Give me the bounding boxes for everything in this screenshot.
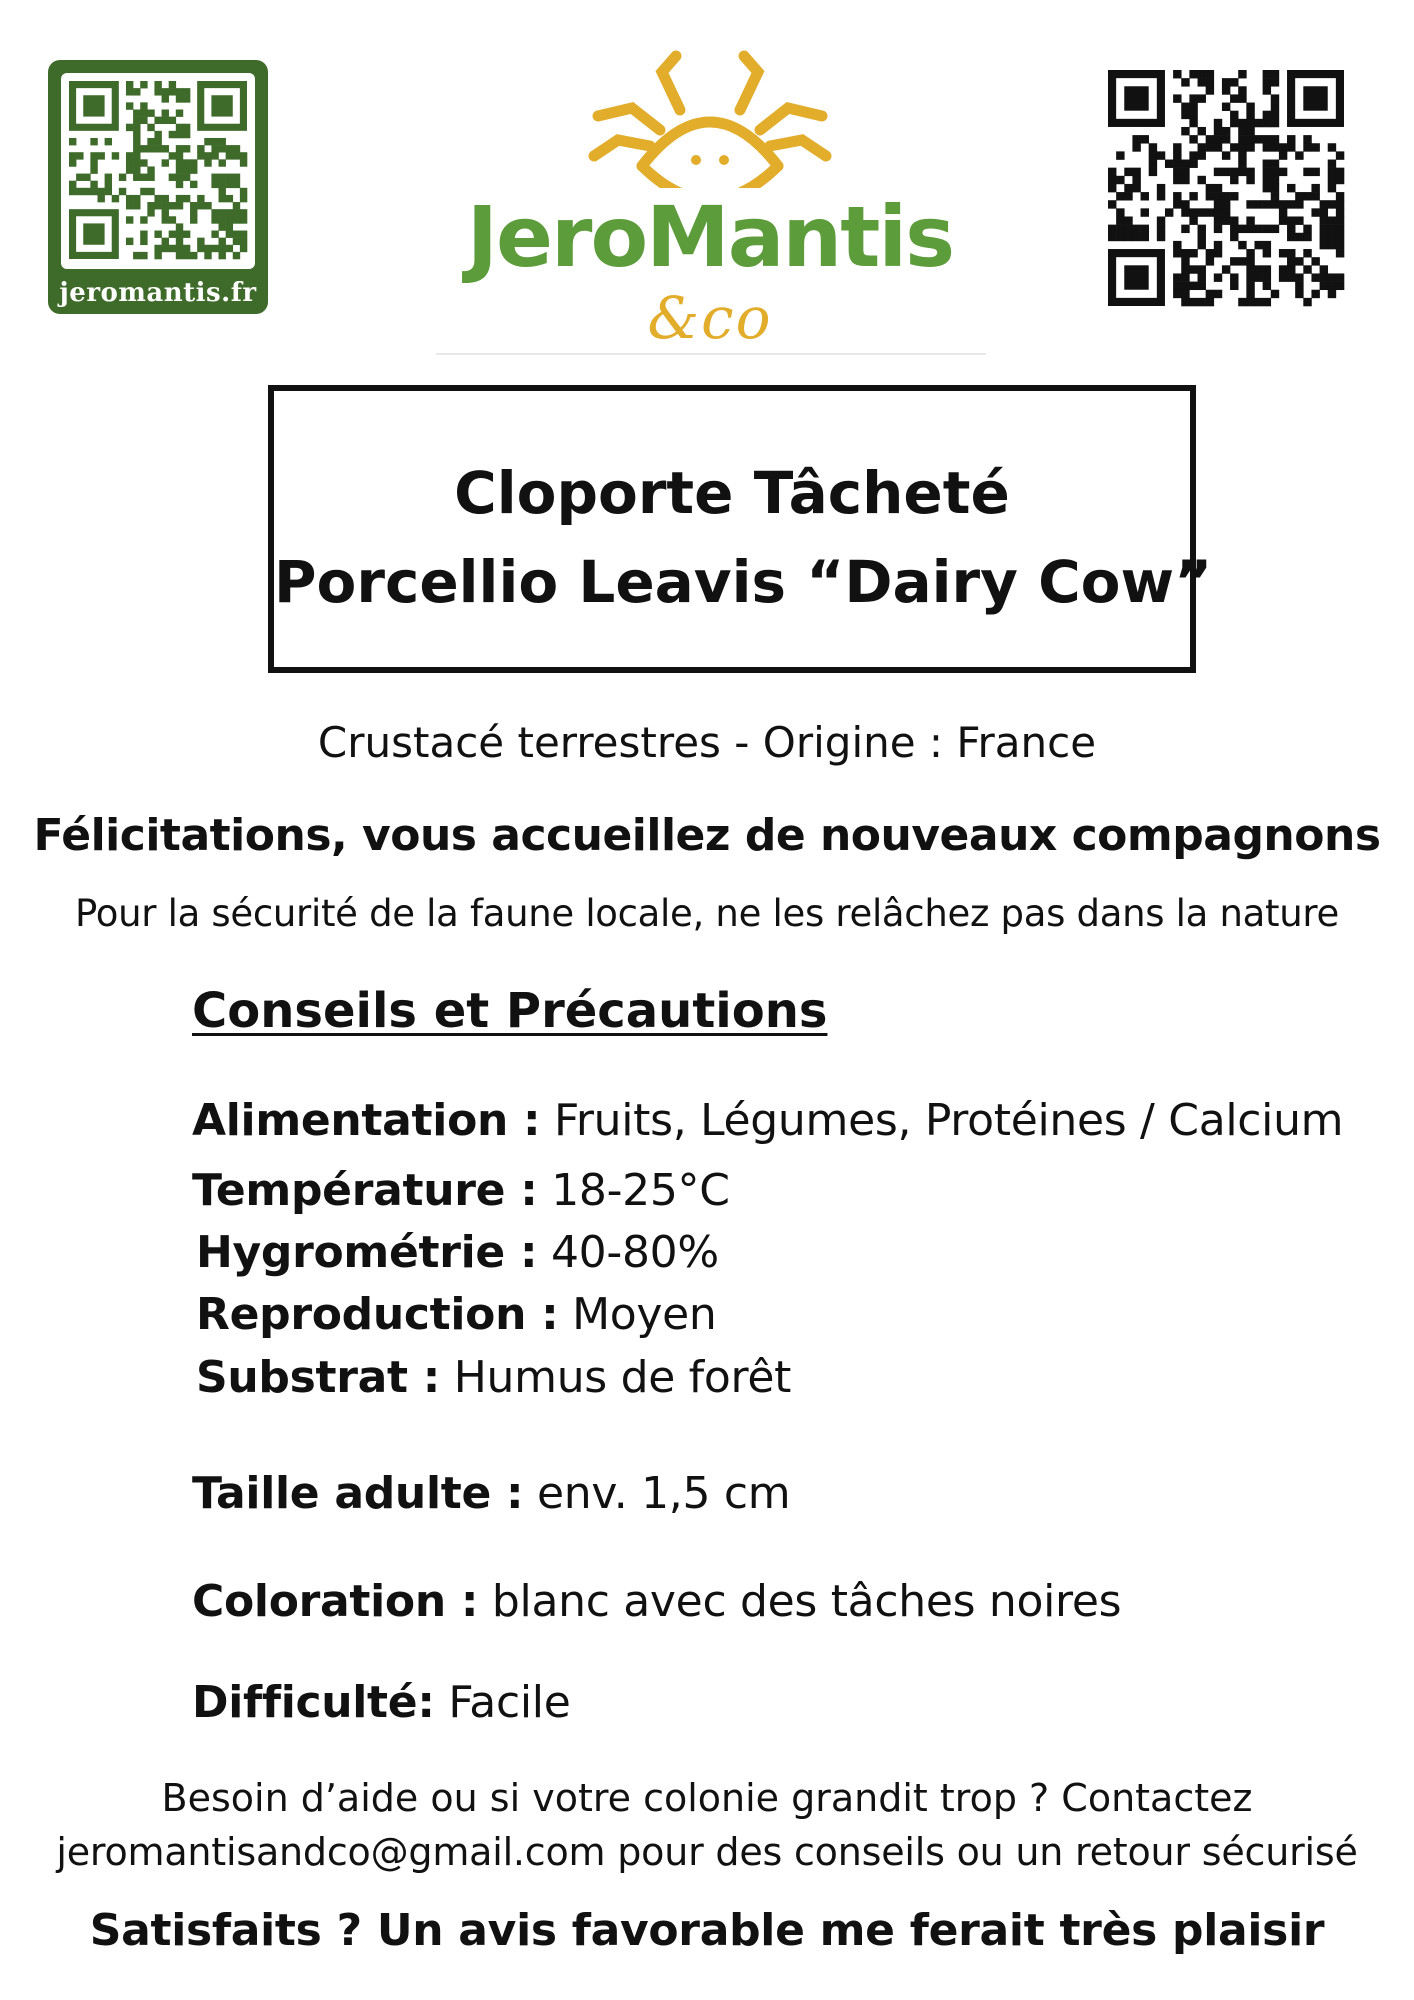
spec-label: Substrat : xyxy=(196,1352,441,1403)
spec-alimentation xyxy=(192,1095,1343,1146)
release-warning: Pour la sécurité de la faune locale, ne les relâchez pas dans la nature xyxy=(75,892,1339,935)
review-request: Satisfaits ? Un avis favorable me ferait très plaisir xyxy=(89,1905,1325,1956)
spec-value: 18-25°C xyxy=(537,1165,730,1216)
spec-label: Température : xyxy=(192,1165,538,1216)
qr-code-website[interactable] xyxy=(48,60,268,314)
spec-reproduction xyxy=(196,1289,717,1340)
spec-value: blanc avec des tâches noires xyxy=(478,1576,1122,1627)
spec-label: Hygrométrie : xyxy=(196,1227,538,1278)
qr-code-secondary[interactable] xyxy=(1106,68,1346,308)
spec-value: Fruits, Légumes, Protéines / Calcium xyxy=(540,1095,1344,1146)
spec-value: Moyen xyxy=(558,1289,717,1340)
spec-value: Facile xyxy=(434,1677,571,1728)
mascot-bug-icon xyxy=(580,48,840,188)
spec-coloration xyxy=(192,1576,1121,1627)
help-text: Besoin d’aide ou si votre colonie grandit trop ? Contactez xyxy=(161,1776,1253,1820)
spec-temperature xyxy=(192,1165,730,1216)
species-origin: Crustacé terrestres - Origine : France xyxy=(317,718,1097,767)
qr-code-pattern xyxy=(1106,68,1346,308)
qr-code-pattern xyxy=(61,73,255,269)
spec-label: Difficulté: xyxy=(192,1677,435,1728)
spec-label: Reproduction : xyxy=(196,1289,559,1340)
qr-caption: jeromantis.fr xyxy=(59,278,257,308)
care-section-heading: Conseils et Précautions xyxy=(192,983,828,1039)
spec-label: Coloration : xyxy=(192,1576,479,1627)
contact-email-text[interactable]: jeromantisandco@gmail.com pour des conseils ou un retour sécurisé xyxy=(56,1830,1358,1874)
spec-substrat xyxy=(196,1352,791,1403)
spec-value: Humus de forêt xyxy=(440,1352,792,1403)
brand-suffix: &co xyxy=(647,284,773,352)
spec-value: 40-80% xyxy=(537,1227,719,1278)
scientific-name: Porcellio Leavis “Dairy Cow” xyxy=(274,548,1213,616)
spec-taille-adulte xyxy=(192,1468,790,1519)
congrats-heading: Félicitations, vous accueillez de nouveaux compagnons xyxy=(33,810,1381,861)
species-title-box xyxy=(268,385,1213,673)
spec-hygrometrie xyxy=(196,1227,719,1278)
brand-name: JeroMantis xyxy=(466,188,954,286)
spec-difficulte xyxy=(192,1677,570,1728)
spec-label: Alimentation : xyxy=(192,1095,541,1146)
brand-logo xyxy=(430,48,990,358)
logo-divider xyxy=(436,353,986,355)
spec-label: Taille adulte : xyxy=(192,1468,524,1519)
spec-value: env. 1,5 cm xyxy=(523,1468,791,1519)
common-name: Cloporte Tâcheté xyxy=(454,459,1010,527)
